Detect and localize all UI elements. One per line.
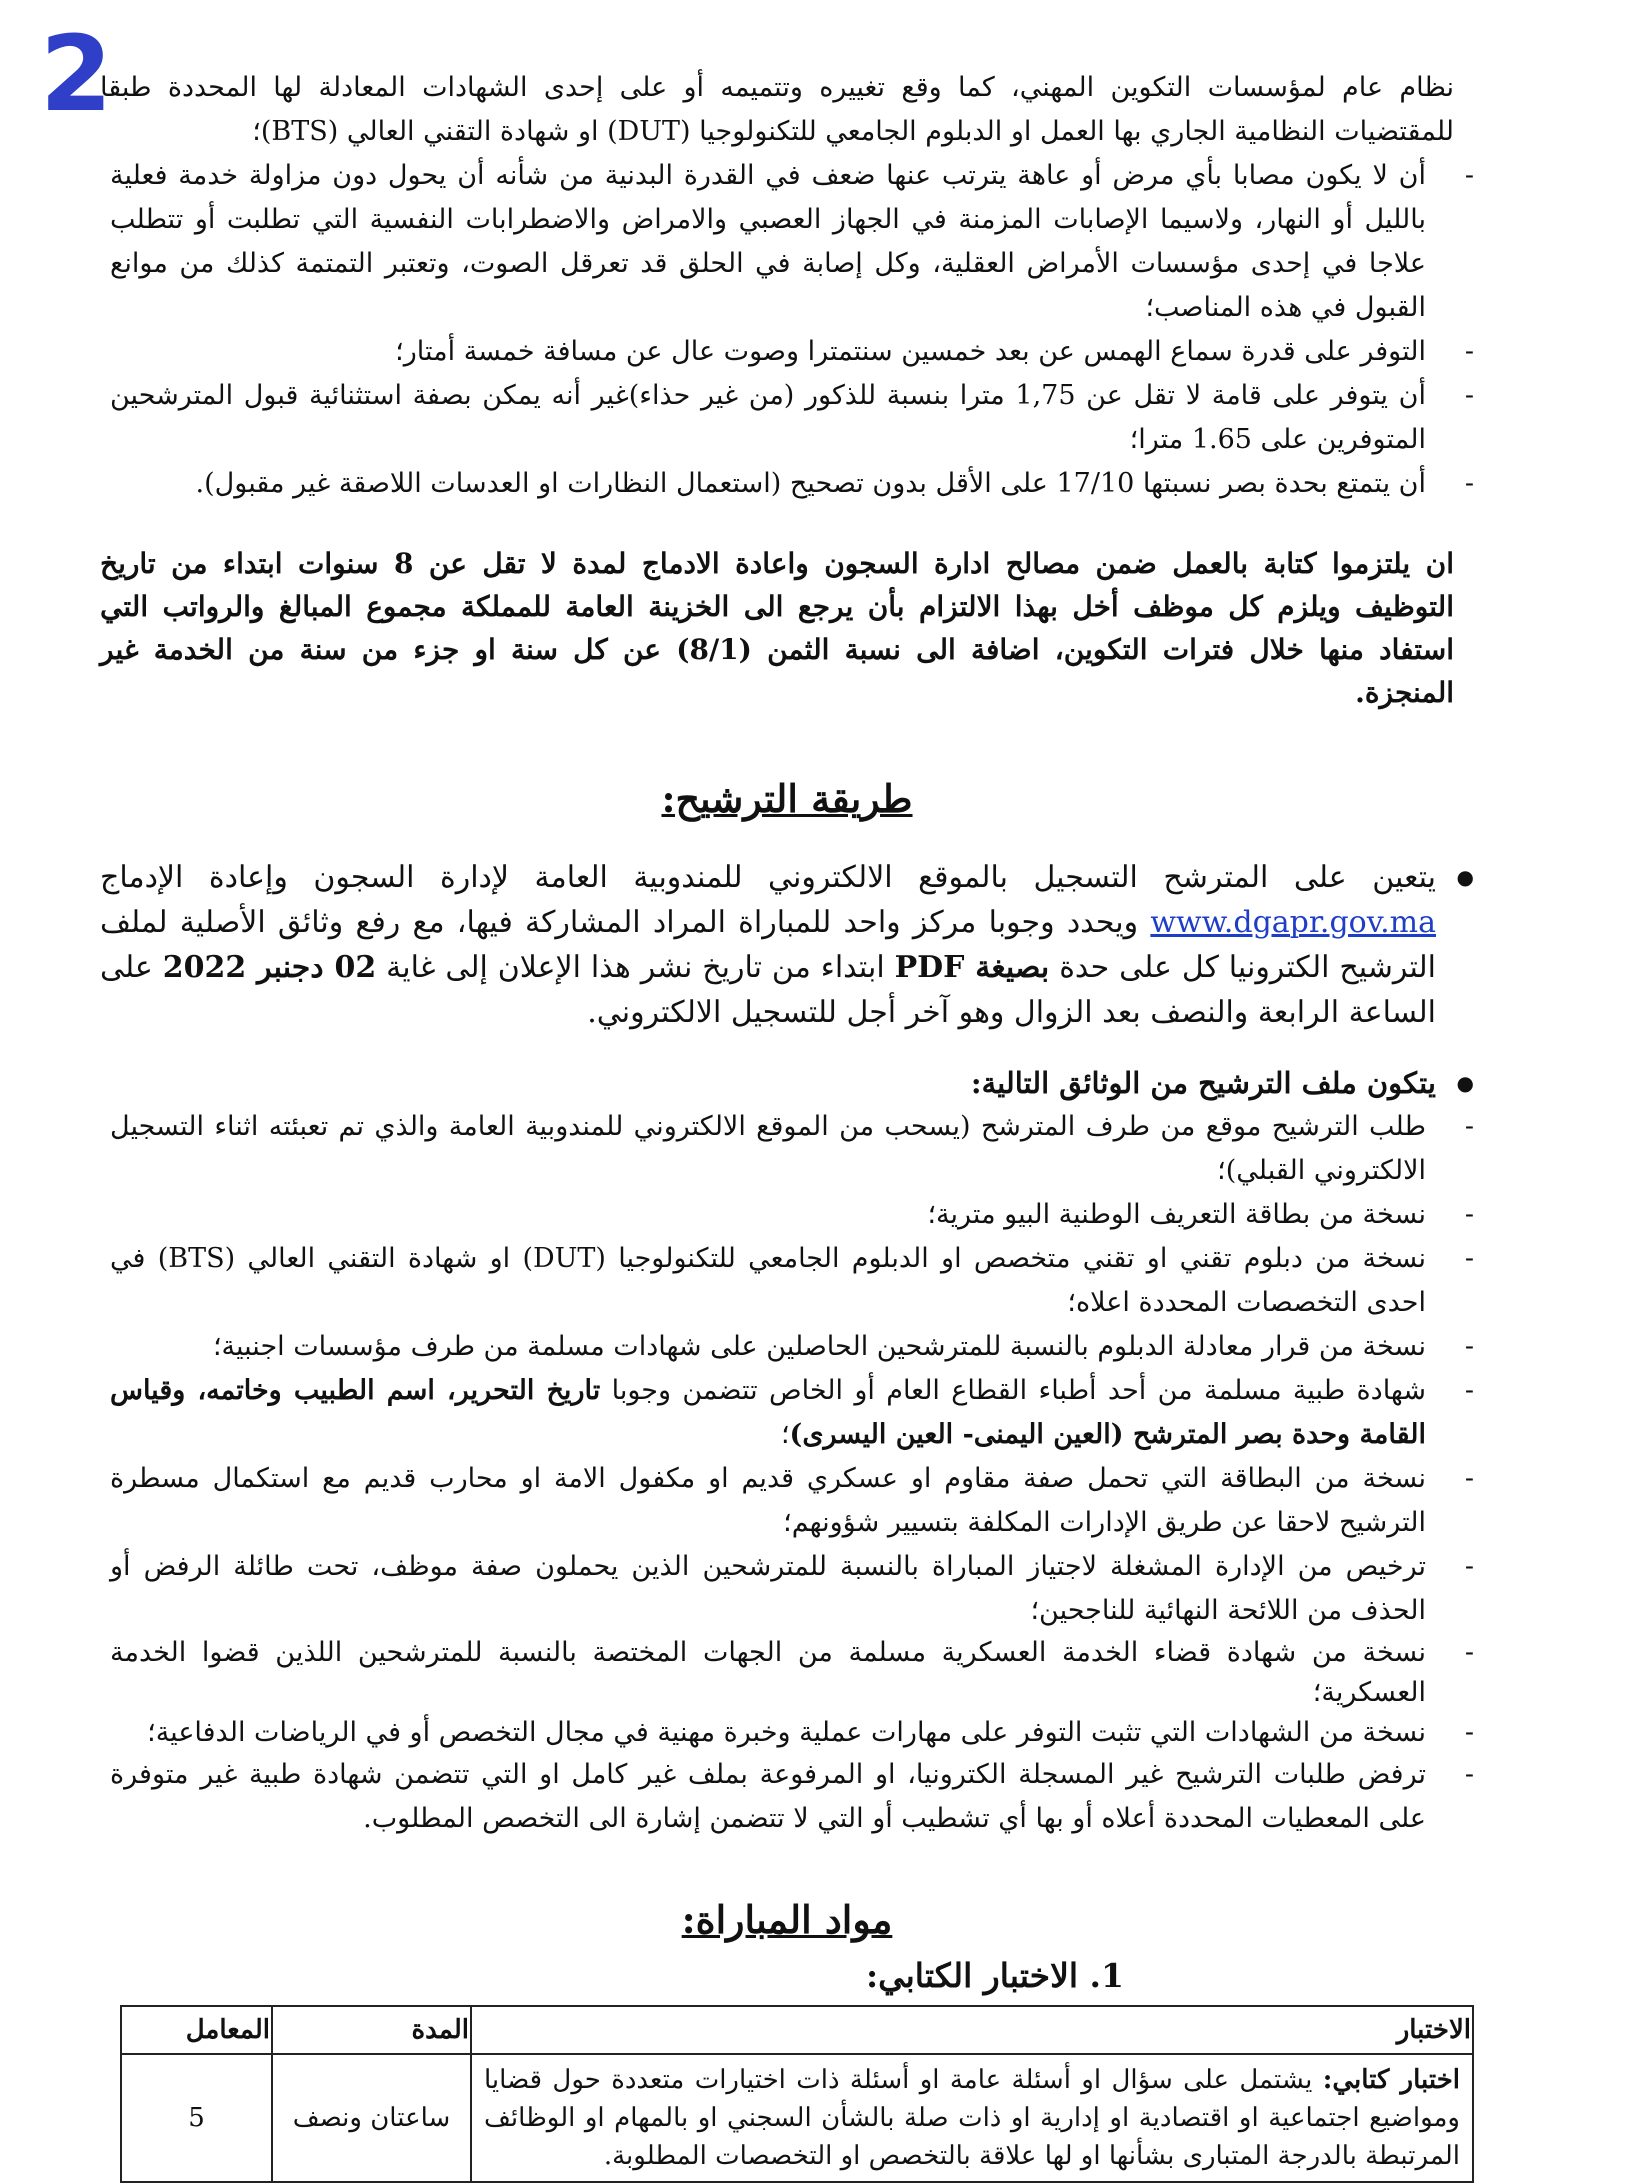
rejection-note: [100, 1753, 1474, 1841]
registration-paragraph: ● يتعين على المترشح التسجيل بالموقع الالكتروني للمندوبية العامة لإدارة السجون وإعادة الإدماج www.dgapr.gov.ma ويحدد وجوبا مركز واحد للمباراة المراد المشاركة فيها، مع رفع وثائق الأصلية لملف الترشيح الكترونيا كل على حدة بصيغة PDF ابتداء من تاريخ نشر هذا الإعلان إلى غاية 02 دجنبر 2022 على الساعة الرابعة والنصف بعد الزوال وهو آخر أجل للتسجيل الالكتروني.: [100, 855, 1474, 1035]
conditions-continued: نظام عام لمؤسسات التكوين المهني، كما وقع تغييره وتتميمه أو على إحدى الشهادات المعادلة لها المحددة طبقا للمقتضيات النظامية الجاري بها العمل او الدبلوم الجامعي للتكنولوجيا (DUT) او شهادة التقني العالي (BTS)؛: [100, 72, 1454, 147]
conditions-list: [100, 154, 1474, 506]
header-coefficient: المعامل: [121, 2006, 272, 2054]
exam-duration: ساعتان ونصف: [272, 2054, 471, 2182]
exam-description: اختبار كتابي: يشتمل على سؤال او أسئلة عامة او أسئلة ذات اختيارات متعددة حول قضايا ومواضيع اجتماعية او اقتصادية او إدارية او ذات صلة بالشأن السجني او بالمهام او الوظائف المرتبطة بالدرجة المتبارى بشأنها او لها علاقة بالتخصص او التخصصات المطلوبة.: [471, 2054, 1473, 2182]
list-item: - التوفر على قدرة سماع الهمس عن بعد خمسين سنتمترا وصوت عال عن مسافة خمسة أمتار؛: [100, 330, 1474, 374]
list-item: - نسخة من البطاقة التي تحمل صفة مقاوم او عسكري قديم او مكفول الامة او محارب قديم مع استكمال مسطرة الترشيح لاحقا عن طريق الإدارات المكلفة بتسيير شؤونهم؛: [100, 1457, 1474, 1545]
header-exam: الاختبار: [471, 2006, 1473, 2054]
written-exam-title: 1. الاختبار الكتابي:: [865, 1956, 1124, 1995]
exam-subjects-title: مواد المباراة:: [681, 1897, 893, 1942]
documents-list-continued: [100, 1633, 1474, 1753]
exam-coefficient: 5: [121, 2054, 272, 2182]
documents-list: [100, 1105, 1474, 1633]
list-item: - أن لا يكون مصابا بأي مرض أو عاهة يترتب عنها ضعف في القدرة البدنية من شأنه أن يحول دون مزاولة خدمة فعلية بالليل أو النهار، ولاسيما الإصابات المزمنة في الجهاز العصبي والامراض والاضطرابات النفسية التي تطلبت أو تتطلب علاجا في إحدى مؤسسات الأمراض العقلية، وكل إصابة في الحلق قد تعرقل الصوت، وتعتبر التمتمة كذلك من موانع القبول في هذه المناصب؛: [100, 154, 1474, 330]
list-item: - طلب الترشيح موقع من طرف المترشح (يسحب من الموقع الالكتروني للمندوبية العامة والذي تم تعبئته اثناء التسجيل الالكتروني القبلي)؛: [100, 1105, 1474, 1193]
list-item-medical: - شهادة طبية مسلمة من أحد أطباء القطاع العام أو الخاص تتضمن وجوبا تاريخ التحرير، اسم الطبيب وخاتمه، وقياس القامة وحدة بصر المترشح (العين اليمنى- العين اليسرى)؛: [100, 1369, 1474, 1457]
page-number: 2: [40, 13, 113, 135]
website-link[interactable]: www.dgapr.gov.ma: [1150, 905, 1436, 940]
exam-table: [120, 2005, 1474, 2183]
deadline-date: 02 دجنبر 2022: [162, 950, 377, 985]
commitment-paragraph: ان يلتزموا كتابة بالعمل ضمن مصالح ادارة السجون واعادة الادماج لمدة لا تقل عن 8 سنوات ابتداء من تاريخ التوظيف ويلزم كل موظف أخل بهذا الالتزام بأن يرجع الى الخزينة العامة للمملكة مجموع المبالغ والرواتب التي استفاد منها خلال فترات التكوين، اضافة الى نسبة الثمن (8/1) عن كل سنة او جزء من سنة من الخدمة غير المنجزة.: [100, 547, 1454, 709]
list-item: - نسخة من دبلوم تقني او تقني متخصص او الدبلوم الجامعي للتكنولوجيا (DUT) او شهادة التقني العالي (BTS) في احدى التخصصات المحددة اعلاه؛: [100, 1237, 1474, 1325]
application-method-title: طريقة الترشيح:: [661, 776, 913, 821]
list-item: - ترخيص من الإدارة المشغلة لاجتياز المباراة بالنسبة للمترشحين الذين يحملون صفة موظف، تحت طائلة الرفض أو الحذف من اللائحة النهائية للناجحين؛: [100, 1545, 1474, 1633]
document-body: [100, 66, 1474, 2183]
table-row: [121, 2054, 1473, 2182]
list-item: - ترفض طلبات الترشيح غير المسجلة الكترونيا، او المرفوعة بملف غير كامل او التي تتضمن شهادة طبية غير متوفرة على المعطيات المحددة أعلاه أو بها أي تشطيب أو التي لا تتضمن إشارة الى التخصص المطلوب.: [100, 1753, 1474, 1841]
list-item: - نسخة من الشهادات التي تثبت التوفر على مهارات عملية وخبرة مهنية في مجال التخصص أو في الرياضات الدفاعية؛: [100, 1713, 1474, 1753]
list-item: - نسخة من قرار معادلة الدبلوم بالنسبة للمترشحين الحاصلين على شهادات مسلمة من طرف مؤسسات اجنبية؛: [100, 1325, 1474, 1369]
header-duration: المدة: [272, 2006, 471, 2054]
pdf-format: بصيغة PDF: [894, 950, 1050, 985]
documents-title: ● يتكون ملف الترشيح من الوثائق التالية:: [100, 1061, 1474, 1105]
list-item: - أن يتوفر على قامة لا تقل عن 1,75 مترا بنسبة للذكور (من غير حذاء)غير أنه يمكن بصفة استثنائية قبول المترشحين المتوفرين على 1.65 مترا؛: [100, 374, 1474, 462]
list-item: - أن يتمتع بحدة بصر نسبتها 17/10 على الأقل بدون تصحيح (استعمال النظارات او العدسات اللاصقة غير مقبول).: [100, 462, 1474, 506]
list-item: - نسخة من شهادة قضاء الخدمة العسكرية مسلمة من الجهات المختصة بالنسبة للمترشحين اللذين قضوا الخدمة العسكرية؛: [100, 1633, 1474, 1713]
list-item: - نسخة من بطاقة التعريف الوطنية البيو مترية؛: [100, 1193, 1474, 1237]
